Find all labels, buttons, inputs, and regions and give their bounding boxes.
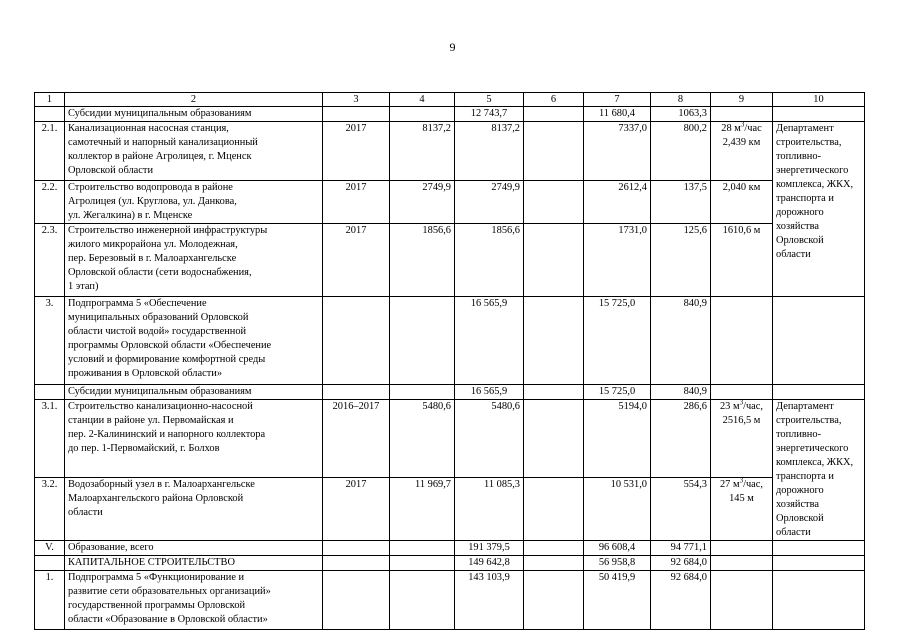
value-cell: 143 103,9 [455, 571, 524, 630]
row-number [35, 385, 65, 400]
department-cell [773, 571, 865, 630]
page-number: 9 [449, 40, 456, 54]
value-cell: 800,2 [651, 122, 711, 181]
capacity-cell [711, 385, 773, 400]
value-cell: 2749,9 [455, 181, 524, 224]
table-row [35, 400, 865, 478]
department-cell [773, 556, 865, 571]
table-row [35, 556, 865, 571]
table-row [35, 181, 865, 224]
value-cell: 840,9 [651, 297, 711, 385]
table-row [35, 224, 865, 297]
year-cell [323, 297, 390, 385]
value-cell: 94 771,1 [651, 541, 711, 556]
table-row [35, 122, 865, 181]
value-cell: 149 642,8 [455, 556, 524, 571]
value-cell: 2612,4 [584, 181, 651, 224]
value-cell [524, 297, 584, 385]
value-cell [524, 400, 584, 478]
table-row [35, 541, 865, 556]
row-number: 3.1. [35, 400, 65, 478]
value-cell: 16 565,9 [455, 385, 524, 400]
value-cell [390, 556, 455, 571]
year-cell: 2017 [323, 181, 390, 224]
value-cell: 5194,0 [584, 400, 651, 478]
row-name: Подпрограмма 5 «Обеспечение муниципальных образований Орловской области чистой водой» государственной программы Орловской области «Обеспечение условий и формирование комфортной среды проживания в Орловской области» [65, 297, 323, 385]
value-cell [524, 385, 584, 400]
value-cell [524, 477, 584, 540]
value-cell: 92 684,0 [651, 556, 711, 571]
value-cell: 8137,2 [390, 122, 455, 181]
header-cell: 1 [35, 93, 65, 107]
table-row [35, 571, 865, 630]
header-cell: 9 [711, 93, 773, 107]
value-cell: 11 969,7 [390, 477, 455, 540]
value-cell [390, 107, 455, 122]
capacity-cell [711, 297, 773, 385]
capacity-value: /час, 145 м [729, 478, 763, 504]
value-cell: 137,5 [651, 181, 711, 224]
budget-table [34, 92, 865, 630]
header-cell: 2 [65, 93, 323, 107]
header-cell: 5 [455, 93, 524, 107]
capacity-value: /час 2,439 км [722, 123, 762, 148]
value-cell [524, 122, 584, 181]
table-row [35, 297, 865, 385]
capacity-cell: 2,040 км [711, 181, 773, 224]
year-cell [323, 571, 390, 630]
capacity-cell [711, 571, 773, 630]
department-cell [773, 297, 865, 385]
value-cell: 125,6 [651, 224, 711, 297]
row-name: Строительство водопровода в районе Агролицея (ул. Круглова, ул. Данкова, ул. Жегалкина) в г. Мценске [65, 181, 323, 224]
department-cell: Департамент строительства, топливно- энергетического комплекса, ЖКХ, транспорта и дорожного хозяйства Орловской области [773, 122, 865, 297]
value-cell [524, 181, 584, 224]
capacity-value: 28 м [721, 123, 741, 134]
table-row [35, 107, 865, 122]
department-cell [773, 385, 865, 400]
value-cell: 191 379,5 [455, 541, 524, 556]
value-cell [524, 107, 584, 122]
year-cell: 2017 [323, 224, 390, 297]
capacity-cell [711, 107, 773, 122]
row-name: Водозаборный узел в г. Малоархангельске Малоархангельского района Орловской области [65, 477, 323, 540]
year-cell: 2016–2017 [323, 400, 390, 478]
capacity-cell [711, 556, 773, 571]
row-number [35, 556, 65, 571]
value-cell: 15 725,0 [584, 297, 651, 385]
row-name: Канализационная насосная станция, самотечный и напорный канализационный коллектор в районе Агролицея, г. Мценск Орловской области [65, 122, 323, 181]
row-name: Субсидии муниципальным образованиям [65, 107, 323, 122]
row-name: Строительство канализационно-насосной станции в районе ул. Первомайская и пер. 2-Калининский и напорного коллектора до пер. 1-Первомайский, г. Болхов [65, 400, 323, 478]
value-cell: 1856,6 [390, 224, 455, 297]
row-name: Субсидии муниципальным образованиям [65, 385, 323, 400]
value-cell: 286,6 [651, 400, 711, 478]
department-cell [773, 107, 865, 122]
department-cell: Департамент строительства, топливно- энергетического комплекса, ЖКХ, транспорта и дорожного хозяйства Орловской области [773, 400, 865, 541]
row-name: Подпрограмма 5 «Функционирование и развитие сети образовательных организаций» государственной программы Орловской области «Образование в Орловской области» [65, 571, 323, 630]
value-cell: 11 085,3 [455, 477, 524, 540]
capacity-cell: 1610,6 м [711, 224, 773, 297]
year-cell [323, 107, 390, 122]
year-cell: 2017 [323, 477, 390, 540]
value-cell: 56 958,8 [584, 556, 651, 571]
value-cell [524, 556, 584, 571]
capacity-value: /час, 2516,5 м [722, 401, 763, 426]
capacity-cell [711, 122, 773, 181]
row-number: 2.2. [35, 181, 65, 224]
value-cell [524, 224, 584, 297]
value-cell: 16 565,9 [455, 297, 524, 385]
value-cell: 92 684,0 [651, 571, 711, 630]
department-cell [773, 541, 865, 556]
row-number: 1. [35, 571, 65, 630]
header-cell: 4 [390, 93, 455, 107]
row-name: КАПИТАЛЬНОЕ СТРОИТЕЛЬСТВО [65, 556, 323, 571]
table-row [35, 385, 865, 400]
capacity-value: 23 м [719, 401, 740, 412]
value-cell [390, 385, 455, 400]
value-cell [524, 541, 584, 556]
value-cell: 12 743,7 [455, 107, 524, 122]
header-cell: 8 [651, 93, 711, 107]
cubic-superscript: 3 [739, 477, 744, 485]
capacity-cell [711, 400, 773, 478]
value-cell: 1063,3 [651, 107, 711, 122]
value-cell: 10 531,0 [584, 477, 651, 540]
value-cell: 8137,2 [455, 122, 524, 181]
row-number: 3.2. [35, 477, 65, 540]
value-cell: 5480,6 [455, 400, 524, 478]
header-cell: 6 [524, 93, 584, 107]
value-cell [390, 541, 455, 556]
row-number: V. [35, 541, 65, 556]
row-number: 2.3. [35, 224, 65, 297]
row-name: Образование, всего [65, 541, 323, 556]
year-cell [323, 541, 390, 556]
header-cell: 10 [773, 93, 865, 107]
value-cell: 96 608,4 [584, 541, 651, 556]
year-cell [323, 385, 390, 400]
year-cell: 2017 [323, 122, 390, 181]
capacity-cell [711, 477, 773, 540]
value-cell: 5480,6 [390, 400, 455, 478]
header-cell: 7 [584, 93, 651, 107]
value-cell: 50 419,9 [584, 571, 651, 630]
cubic-superscript: 3 [740, 121, 745, 129]
value-cell: 554,3 [651, 477, 711, 540]
header-cell: 3 [323, 93, 390, 107]
value-cell: 1731,0 [584, 224, 651, 297]
row-number: 2.1. [35, 122, 65, 181]
value-cell: 15 725,0 [584, 385, 651, 400]
value-cell [524, 571, 584, 630]
row-name: Строительство инженерной инфраструктуры жилого микрорайона ул. Молодежная, пер. Березовый в г. Малоархангельске Орловской области (сети водоснабжения, 1 этап) [65, 224, 323, 297]
capacity-value: 27 м [719, 478, 740, 490]
header-row [35, 93, 865, 107]
value-cell: 7337,0 [584, 122, 651, 181]
table-row [35, 477, 865, 540]
capacity-cell [711, 541, 773, 556]
value-cell: 11 680,4 [584, 107, 651, 122]
value-cell [390, 571, 455, 630]
row-number: 3. [35, 297, 65, 385]
value-cell: 1856,6 [455, 224, 524, 297]
year-cell [323, 556, 390, 571]
value-cell [390, 297, 455, 385]
value-cell: 2749,9 [390, 181, 455, 224]
value-cell: 840,9 [651, 385, 711, 400]
cubic-superscript: 3 [739, 399, 744, 407]
row-number [35, 107, 65, 122]
